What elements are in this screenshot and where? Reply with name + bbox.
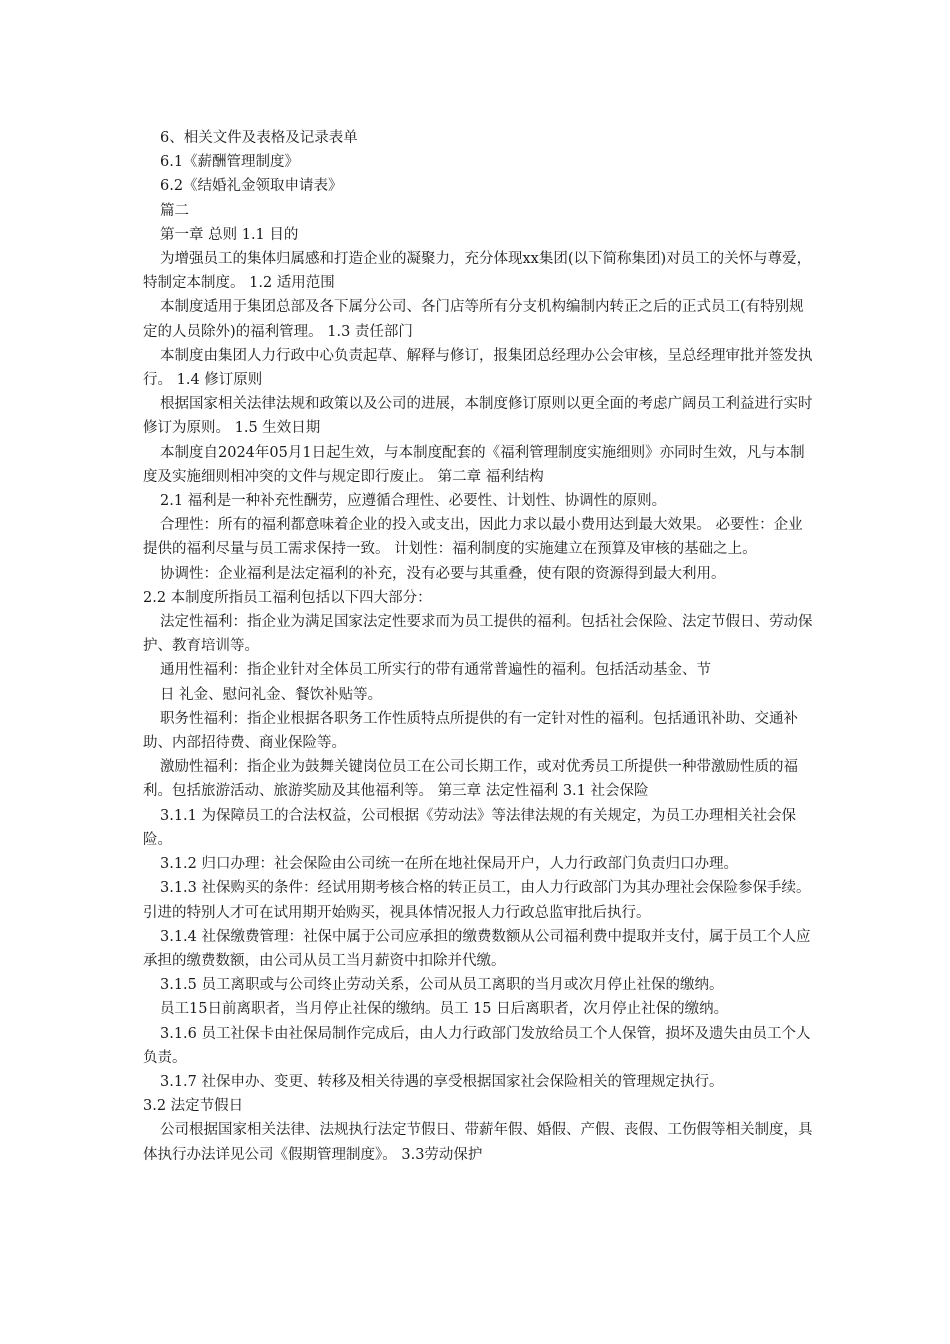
paragraph: 3.1.7 社保申办、变更、转移及相关待遇的享受根据国家社会保险相关的管理规定执行。 [160, 1073, 724, 1090]
paragraph: 为增强员工的集体归属感和打造企业的凝聚力，充分体现xx集团(以下简称集团)对员工的关怀与尊爱，特制定本制度。 1.2 适用范围 [143, 251, 812, 292]
paragraph: 通用性福利：指企业针对全体员工所实行的带有通常普遍性的福利。包括活动基金、节 [160, 662, 711, 679]
paragraph: 公司根据国家相关法律、法规执行法定节假日、带薪年假、婚假、产假、丧假、工伤假等相关制度，具体执行办法详见公司《假期管理制度》。 3.3劳动保护 [143, 1122, 813, 1163]
paragraph: 3.1.4 社保缴费管理：社保中属于公司应承担的缴费数额从公司福利费中提取并支付，属于员工个人应承担的缴费数额，由公司从员工当月薪资中扣除并代缴。 [143, 928, 811, 969]
paragraph: 根据国家相关法律法规和政策以及公司的进展，本制度修订原则以更全面的考虑广阔员工利益进行实时修订为原则。 1.5 生效日期 [143, 396, 813, 437]
paragraph: 协调性：企业福利是法定福利的补充，没有必要与其重叠，使有限的资源得到最大利用。 [160, 565, 726, 582]
paragraph: 2.1 福利是一种补充性酬劳，应遵循合理性、必要性、计划性、协调性的原则。 [160, 493, 667, 510]
paragraph: 3.1.3 社保购买的条件：经试用期考核合格的转正员工，由人力行政部门为其办理社会保险参保手续。引进的特别人才可在试用期开始购买，视具体情况报人力行政总监审批后执行。 [143, 880, 811, 921]
paragraph: 本制度适用于集团总部及各下属分公司、各门店等所有分支机构编制内转正之后的正式员工(有特别规定的人员除外)的福利管理。 1.3 责任部门 [143, 299, 804, 340]
paragraph: 激励性福利：指企业为鼓舞关键岗位员工在公司长期工作，或对优秀员工所提供一种带激励性质的福利。包括旅游活动、旅游奖励及其他福利等。 第三章 法定性福利 3.1 社会保险 [143, 759, 798, 800]
paragraph: 3.1.6 员工社保卡由社保局制作完成后，由人力行政部门发放给员工个人保管，损坏及遗失由员工个人负责。 [143, 1025, 811, 1066]
document-page [143, 126, 813, 1167]
paragraph: 员工15日前离职者，当月停止社保的缴纳。员工 15 日后离职者，次月停止社保的缴纳。 [160, 1001, 729, 1018]
paragraph: 6.1《薪酬管理制度》 [160, 154, 300, 171]
paragraph: 法定性福利：指企业为满足国家法定性要求而为员工提供的福利。包括社会保险、法定节假日、劳动保护、教育培训等。 [143, 614, 813, 655]
paragraph: 本制度自2024年05月1日起生效，与本制度配套的《福利管理制度实施细则》亦同时生效，凡与本制度及实施细则相冲突的文件与规定即行废止。 第二章 福利结构 [143, 444, 805, 485]
paragraph: 篇二 [160, 202, 189, 219]
chapter-heading: 第一章 总则 1.1 目的 [160, 226, 299, 243]
paragraph: 6、相关文件及表格及记录表单 [160, 130, 358, 146]
paragraph: 合理性：所有的福利都意味着企业的投入或支出，因此力求以最小费用达到最大效果。 必要性：企业提供的福利尽量与员工需求保持一致。 计划性：福利制度的实施建立在预算及审核的基础之上。 [143, 517, 803, 558]
paragraph: 职务性福利：指企业根据各职务工作性质特点所提供的有一定针对性的福利。包括通讯补助、交通补助、内部招待费、商业保险等。 [143, 710, 798, 752]
paragraph: 6.2《结婚礼金领取申请表》 [160, 178, 343, 195]
paragraph: 3.1.1 为保障员工的合法权益，公司根据《劳动法》等法律法规的有关规定，为员工办理相关社会保险。 [143, 807, 796, 848]
paragraph: 本制度由集团人力行政中心负责起草、解释与修订，报集团总经理办公会审核，呈总经理审批并签发执行。 1.4 修订原则 [143, 347, 813, 389]
section-heading: 3.2 法定节假日 [143, 1098, 244, 1115]
section-heading: 2.2 本制度所指员工福利包括以下四大部分： [143, 589, 432, 606]
paragraph: 3.1.2 归口办理：社会保险由公司统一在所在地社保局开户，人力行政部门负责归口办理。 [160, 856, 738, 873]
paragraph: 3.1.5 员工离职或与公司终止劳动关系，公司从员工离职的当月或次月停止社保的缴纳。 [160, 977, 724, 994]
paragraph: 日 礼金、慰问礼金、餐饮补贴等。 [160, 686, 383, 703]
